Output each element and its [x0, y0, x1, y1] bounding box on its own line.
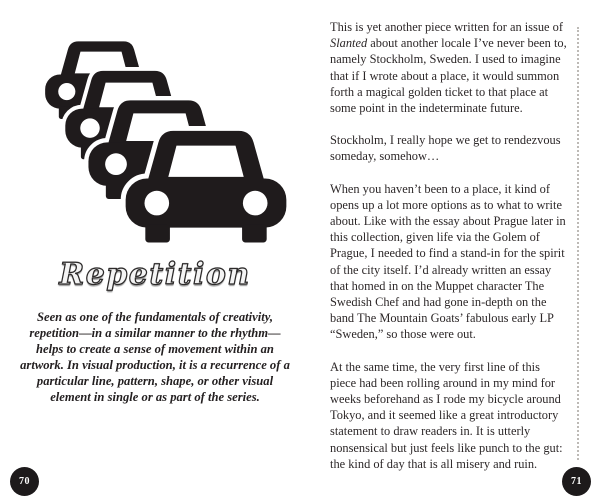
- page-number-left: [10, 467, 39, 496]
- page-edge-dotted-line: [577, 27, 579, 460]
- chapter-intro-quote: Seen as one of the fundamentals of creativity, repetition—in a similar manner to the rhythm—helps to create a sense of movement within an artwork. In visual production, it is a recurrence of a particular line, pattern, shape, or other visual element in single or as part of the series.: [20, 310, 290, 404]
- paragraph-3: When you haven’t been to a place, it kind of opens up a lot more options as to what to write about. Like with the essay about Prague later in this collection, given life via the Golem of Prague, I needed to find a stand-in for the spirit of the city itself. I’d already written an essay that homed in on the Muppet character The Swedish Chef and had gone in-depth on the band The Mountain Goats’ fabulous early LP “Sweden,” so those were out.: [330, 181, 566, 342]
- page-number-right: [562, 467, 591, 496]
- paragraph-4: At the same time, the very first line of this piece had been rolling around in my mind for weeks beforehand as I rode my bicycle around Tokyo, and it seemed like a great introductory statement to draw readers in. It is utterly nonsensical but just feels like punch to the gut: the kind of day that is all misery and ruin.: [330, 359, 563, 471]
- page-number-left-value: 70: [19, 476, 30, 487]
- body-text-column: [330, 19, 568, 488]
- traffic-jam-cars-icon: [0, 0, 300, 250]
- paragraph-1: [330, 19, 568, 116]
- chapter-title-wrap: [0, 257, 310, 292]
- paragraph-1-italic-title: Slanted: [330, 36, 368, 51]
- paragraph-2: Stockholm, I really hope we get to rendezvous someday, somehow…: [330, 133, 561, 164]
- paragraph-1-rest: about another locale I’ve never been to, namely Stockholm, Sweden. I used to imagine that if I wrote about a place, it would summon forth a magical golden ticket to that place at some point in the indeterminate future.: [330, 36, 567, 116]
- page-number-right-value: 71: [571, 476, 582, 487]
- paragraph-1-lead: This is yet another piece written for an issue of: [330, 20, 563, 34]
- chapter-title: Repetition: [59, 257, 251, 292]
